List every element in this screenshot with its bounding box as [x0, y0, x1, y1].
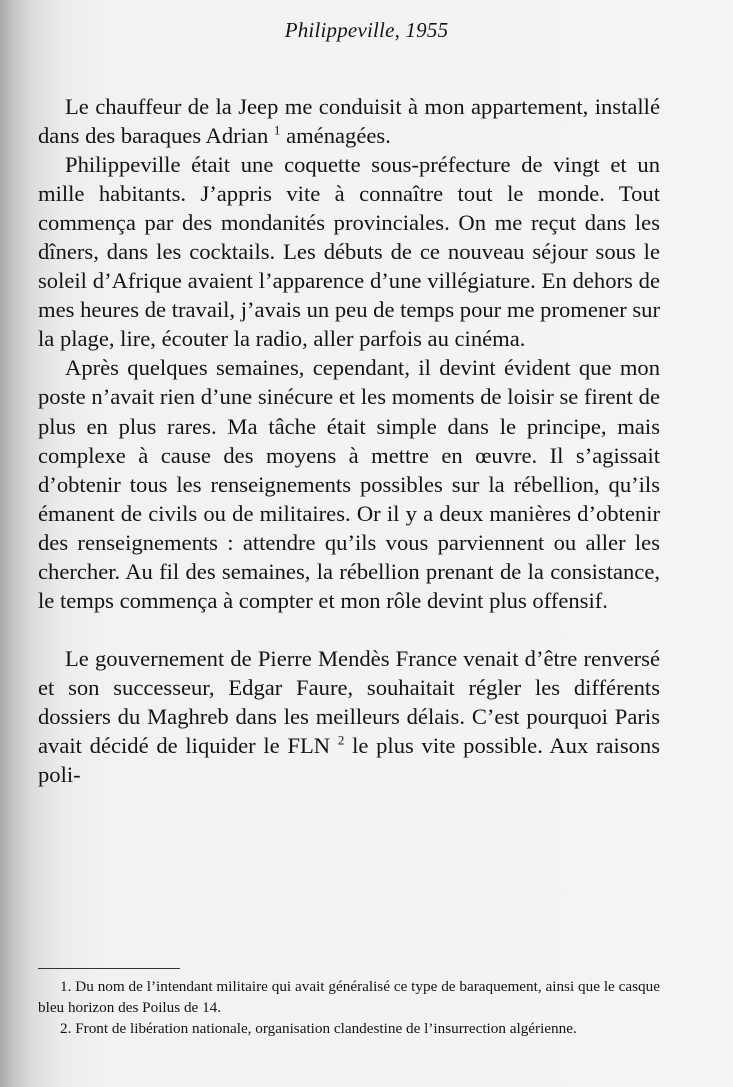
paragraph-2: Philippeville était une coquette sous-préfecture de vingt et un mille habitants. J’appris vite à connaître tout le monde. Tout commença par des mondanités provinciales. On me reçut dans les dîners, dans les cocktails. Les débuts de ce nouveau séjour sous le soleil d’Afrique avaient l’apparence d’une villégiature. En dehors de mes heures de travail, j’avais un peu de temps pour me promener sur la plage, lire, écouter la radio, aller parfois au cinéma. — [38, 152, 660, 352]
paragraph-4: Le gouvernement de Pierre Mendès France venait d’être renversé et son successeur, Edgar Faure, souhaitait régler les différents dossiers du Maghreb dans les meilleurs délais. C’est pourquoi Paris avait décidé de liquider le FLN $^2$ le plus vite possible. Aux raisons poli- — [38, 645, 660, 788]
footnote-divider — [38, 968, 180, 969]
footnotes — [38, 976, 660, 1039]
body-text — [38, 92, 660, 789]
paragraph-3: Après quelques semaines, cependant, il devint évident que mon poste n’avait rien d’une sinécure et les moments de loisir se firent de plus en plus rares. Ma tâche était simple dans le principe, mais complexe à cause des moyens à mettre en œuvre. Il s’agissait d’obtenir tous les renseignements possibles sur la rébellion, qu’ils émanent de civils ou de militaires. Or il y a deux manières d’obtenir des renseignements : attendre qu’ils vous parviennent ou aller les chercher. Au fil des semaines, la rébellion prenant de la consistance, le temps commença à compter et mon rôle devint plus offensif. — [38, 355, 660, 613]
paragraph-1: Le chauffeur de la Jeep me conduisit à mon appartement, installé dans des baraques Adrian $^1$ aménagées. — [38, 94, 660, 149]
footnote-1: 1. Du nom de l’intendant militaire qui avait généralisé ce type de baraquement, ainsi que le casque bleu horizon des Poilus de 14. — [38, 978, 660, 1016]
footnote-2: 2. Front de libération nationale, organisation clandestine de l’insurrection algérienne. — [60, 1020, 577, 1037]
running-head: Philippeville, 1955 — [284, 18, 449, 42]
footnote-ref-1: 1 — [273, 122, 281, 138]
footnote-ref-2: 2 — [337, 732, 345, 748]
